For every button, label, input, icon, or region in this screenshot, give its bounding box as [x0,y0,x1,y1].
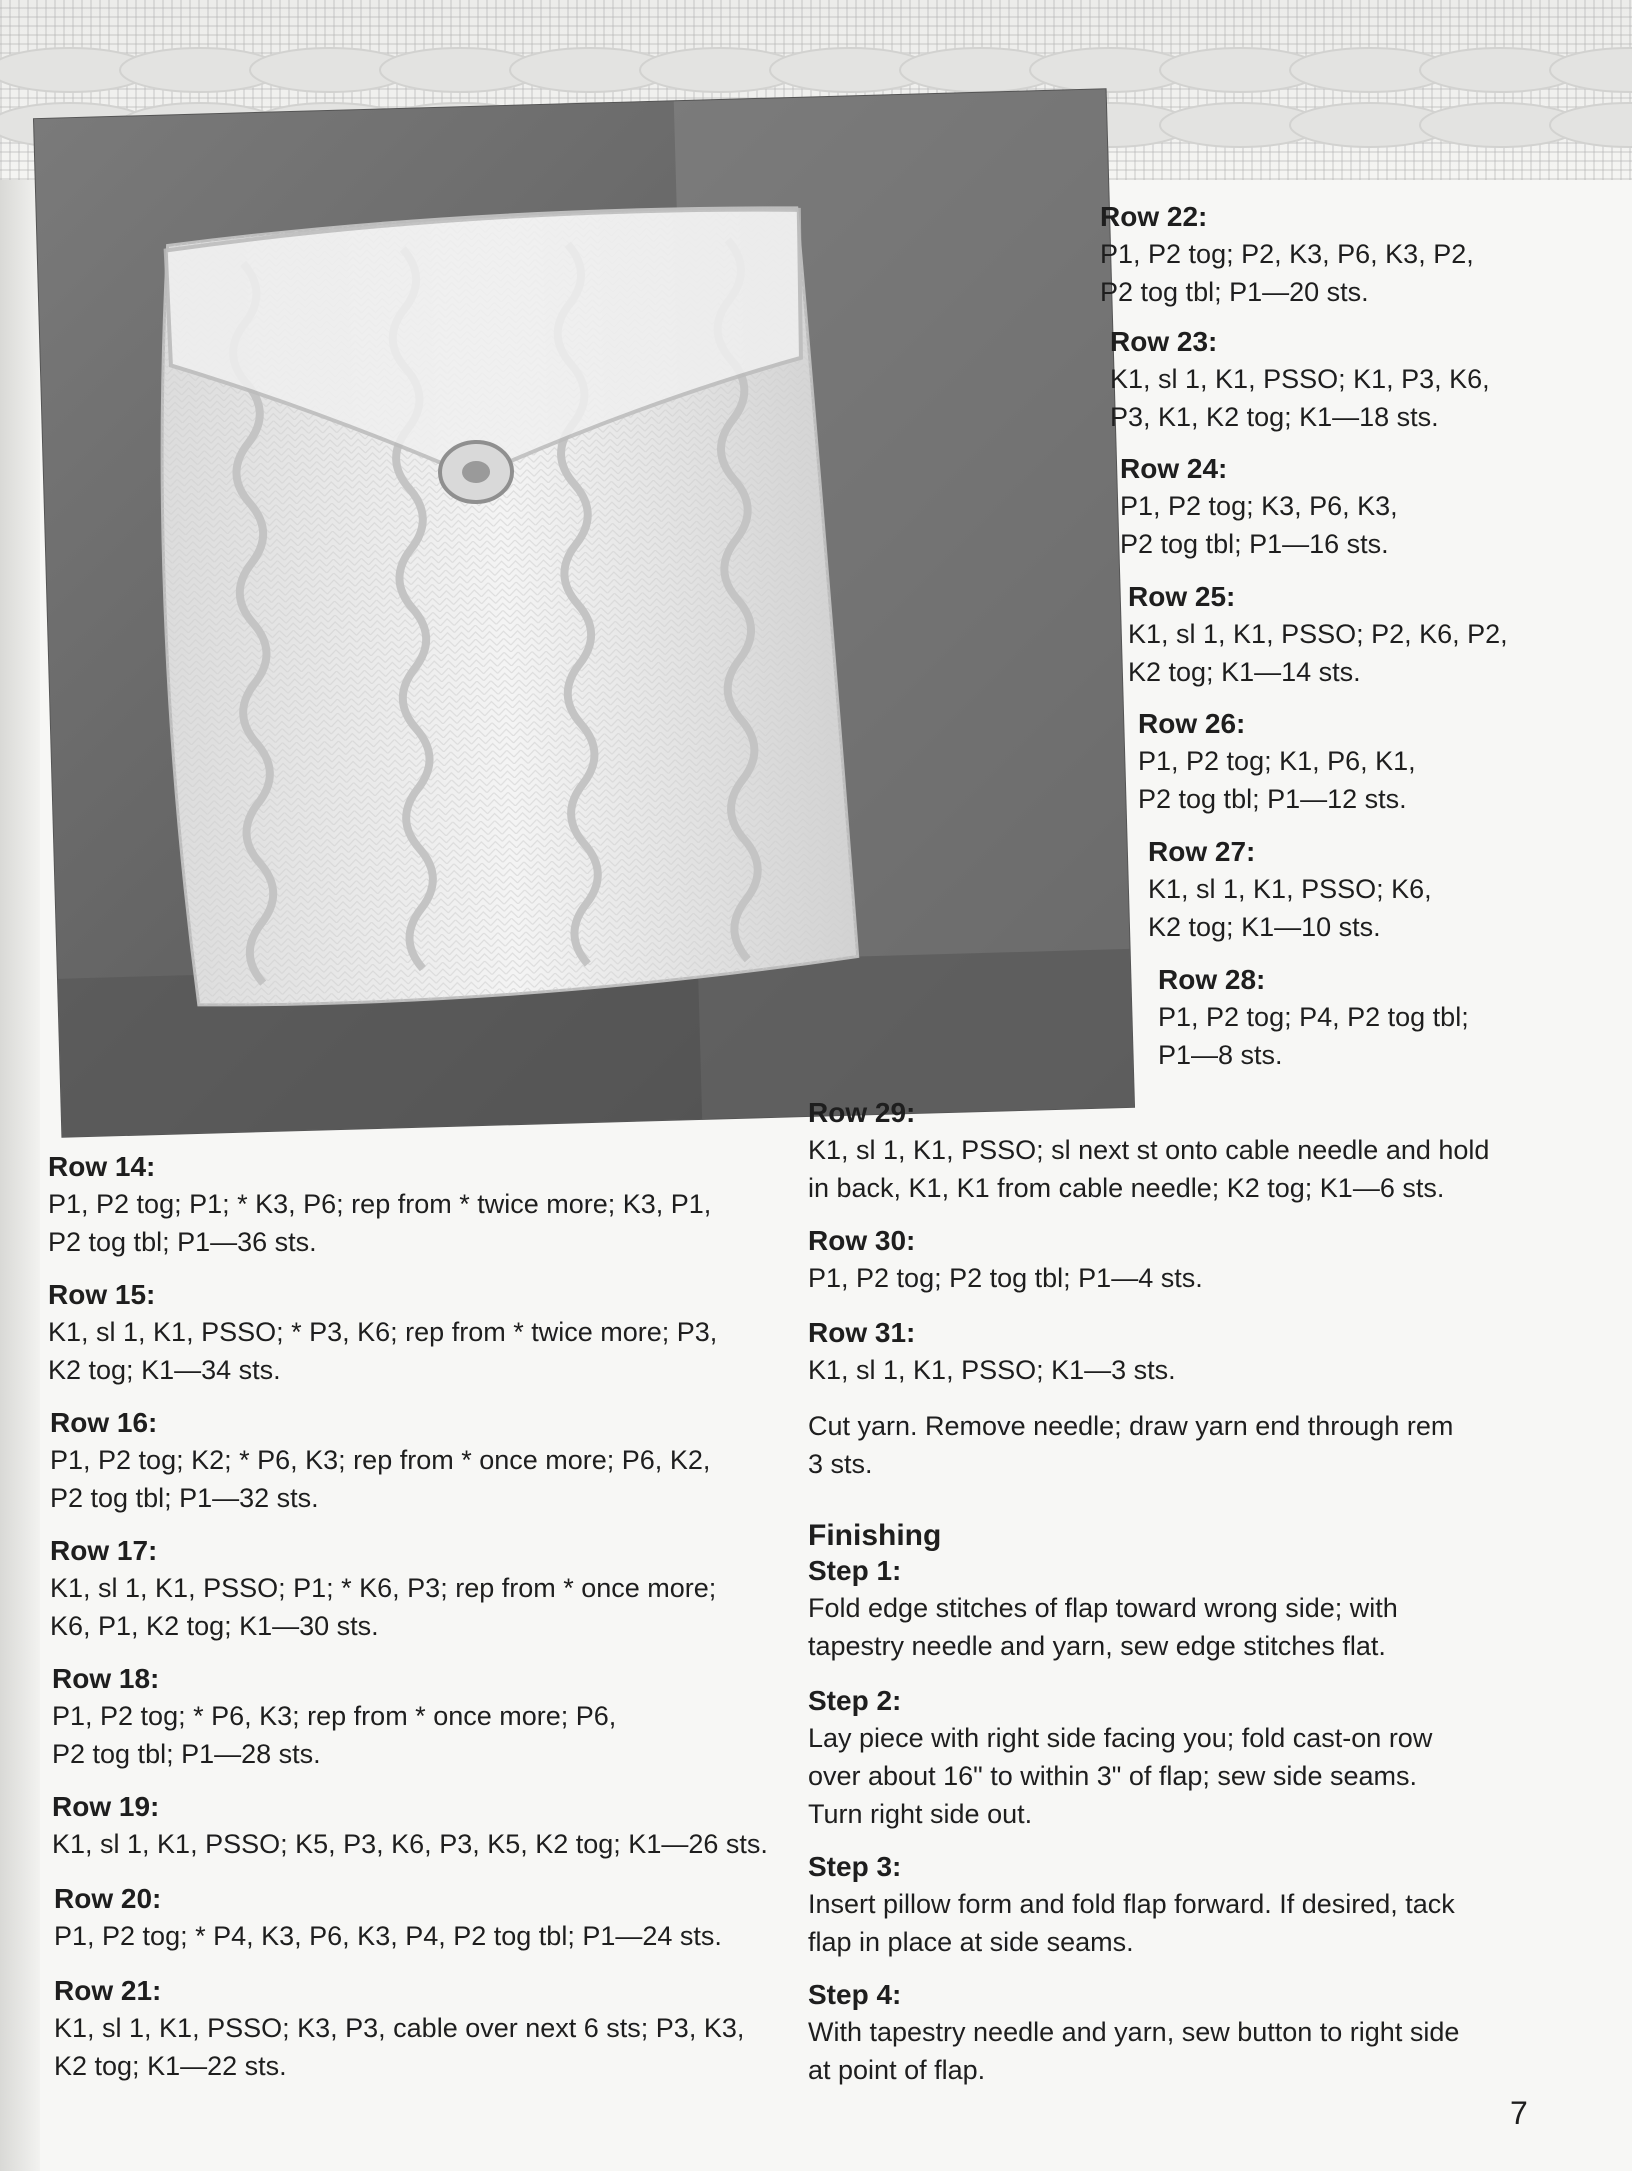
row-label: Row 14: [48,1151,156,1182]
step-line: Insert pillow form and fold flap forward. If desired, tack [808,1889,1455,1919]
row-label: Row 23: [1110,326,1218,357]
row-line: K2 tog; K1—22 sts. [54,2051,287,2081]
step-line: With tapestry needle and yarn, sew button to right side [808,2017,1460,2047]
button-shape [439,441,513,503]
row-25 [1128,580,1618,690]
row-label: Row 18: [52,1663,160,1694]
row-line: P1, P2 tog; P4, P2 tog tbl; [1158,1002,1469,1032]
row-line: K2 tog; K1—10 sts. [1148,912,1381,942]
row-line: P1, P2 tog; * P6, K3; rep from * once more; P6, [52,1701,617,1731]
step-label: Step 1: [808,1555,902,1586]
step-line: at point of flap. [808,2055,986,2085]
row-26 [1138,707,1618,817]
row-label: Row 29: [808,1097,916,1128]
row-line: K1, sl 1, K1, PSSO; K1, P3, K6, [1110,364,1490,394]
row-label: Row 31: [808,1317,916,1348]
row-line: P1—8 sts. [1158,1040,1283,1070]
step-3 [808,1850,1548,1960]
row-label: Row 15: [48,1279,156,1310]
row-line: K1, sl 1, K1, PSSO; K6, [1148,874,1432,904]
row-line: K2 tog; K1—14 sts. [1128,657,1361,687]
finishing-section [808,1518,1548,1664]
row-line: P2 tog tbl; P1—36 sts. [48,1227,317,1257]
pillow-photo [34,89,1134,1137]
page-number: 7 [1510,2095,1528,2131]
row-line: K1, sl 1, K1, PSSO; K3, P3, cable over next 6 sts; P3, K3, [54,2013,745,2043]
row-label: Row 20: [54,1883,162,1914]
step-line: Lay piece with right side facing you; fold cast-on row [808,1723,1433,1753]
cut-yarn-line: Cut yarn. Remove needle; draw yarn end through rem [808,1411,1454,1441]
row-line: P2 tog tbl; P1—32 sts. [50,1483,319,1513]
row-label: Row 24: [1120,453,1228,484]
row-line: P1, P2 tog; K1, P6, K1, [1138,746,1416,776]
row-18 [52,1662,782,1772]
row-label: Row 28: [1158,964,1266,995]
step-2 [808,1684,1548,1832]
row-line: P2 tog tbl; P1—16 sts. [1120,529,1389,559]
row-15 [48,1278,778,1388]
pillow-illustration [34,89,1134,1137]
row-20 [54,1882,794,1954]
row-line: K1, sl 1, K1, PSSO; P1; * K6, P3; rep from * once more; [50,1573,717,1603]
step-line: Fold edge stitches of flap toward wrong side; with [808,1593,1398,1623]
step-line: over about 16" to within 3" of flap; sew side seams. [808,1761,1417,1791]
step-label: Step 2: [808,1685,902,1716]
row-line: P1, P2 tog; P2, K3, P6, K3, P2, [1100,239,1474,269]
row-31 [808,1316,1548,1388]
row-line: P1, P2 tog; K2; * P6, K3; rep from * once more; P6, K2, [50,1445,711,1475]
row-line: P2 tog tbl; P1—12 sts. [1138,784,1407,814]
row-28 [1158,963,1618,1073]
row-30 [808,1224,1548,1296]
cut-yarn-line: 3 sts. [808,1449,873,1479]
row-label: Row 19: [52,1791,160,1822]
row-line: P2 tog tbl; P1—28 sts. [52,1739,321,1769]
row-label: Row 22: [1100,201,1208,232]
row-label: Row 25: [1128,581,1236,612]
row-line: K1, sl 1, K1, PSSO; sl next st onto cable needle and hold [808,1135,1490,1165]
row-19 [52,1790,792,1862]
book-spine-shadow [0,0,40,2171]
row-line: P1, P2 tog; * P4, K3, P6, K3, P4, P2 tog tbl; P1—24 sts. [54,1921,722,1951]
row-line: K6, P1, K2 tog; K1—30 sts. [50,1611,379,1641]
row-line: in back, K1, K1 from cable needle; K2 tog; K1—6 sts. [808,1173,1445,1203]
row-label: Row 27: [1148,836,1256,867]
row-label: Row 30: [808,1225,916,1256]
row-label: Row 16: [50,1407,158,1438]
step-line: flap in place at side seams. [808,1927,1134,1957]
row-17 [50,1534,780,1644]
row-line: K1, sl 1, K1, PSSO; * P3, K6; rep from * twice more; P3, [48,1317,718,1347]
row-24 [1120,452,1610,562]
row-label: Row 21: [54,1975,162,2006]
step-line: tapestry needle and yarn, sew edge stitches flat. [808,1631,1386,1661]
step-label: Step 4: [808,1979,902,2010]
row-27 [1148,835,1618,945]
step-line: Turn right side out. [808,1799,1033,1829]
finishing-title: Finishing [808,1519,942,1552]
row-22 [1100,200,1600,310]
row-line: K2 tog; K1—34 sts. [48,1355,281,1385]
step-1 [808,1554,1548,1664]
row-line: K1, sl 1, K1, PSSO; P2, K6, P2, [1128,619,1508,649]
row-21 [54,1974,794,2084]
step-label: Step 3: [808,1851,902,1882]
row-line: P3, K1, K2 tog; K1—18 sts. [1110,402,1439,432]
cut-yarn-instruction [808,1406,1548,1482]
row-line: P1, P2 tog; K3, P6, K3, [1120,491,1398,521]
row-23 [1110,325,1610,435]
row-line: P1, P2 tog; P1; * K3, P6; rep from * twice more; K3, P1, [48,1189,712,1219]
row-line: K1, sl 1, K1, PSSO; K5, P3, K6, P3, K5, K2 tog; K1—26 sts. [52,1829,768,1859]
row-label: Row 26: [1138,708,1246,739]
row-16 [50,1406,780,1516]
row-line: K1, sl 1, K1, PSSO; K1—3 sts. [808,1355,1176,1385]
step-4 [808,1978,1548,2088]
row-line: P1, P2 tog; P2 tog tbl; P1—4 sts. [808,1263,1203,1293]
row-line: P2 tog tbl; P1—20 sts. [1100,277,1369,307]
row-label: Row 17: [50,1535,158,1566]
row-14 [48,1150,778,1260]
row-29 [808,1096,1548,1206]
